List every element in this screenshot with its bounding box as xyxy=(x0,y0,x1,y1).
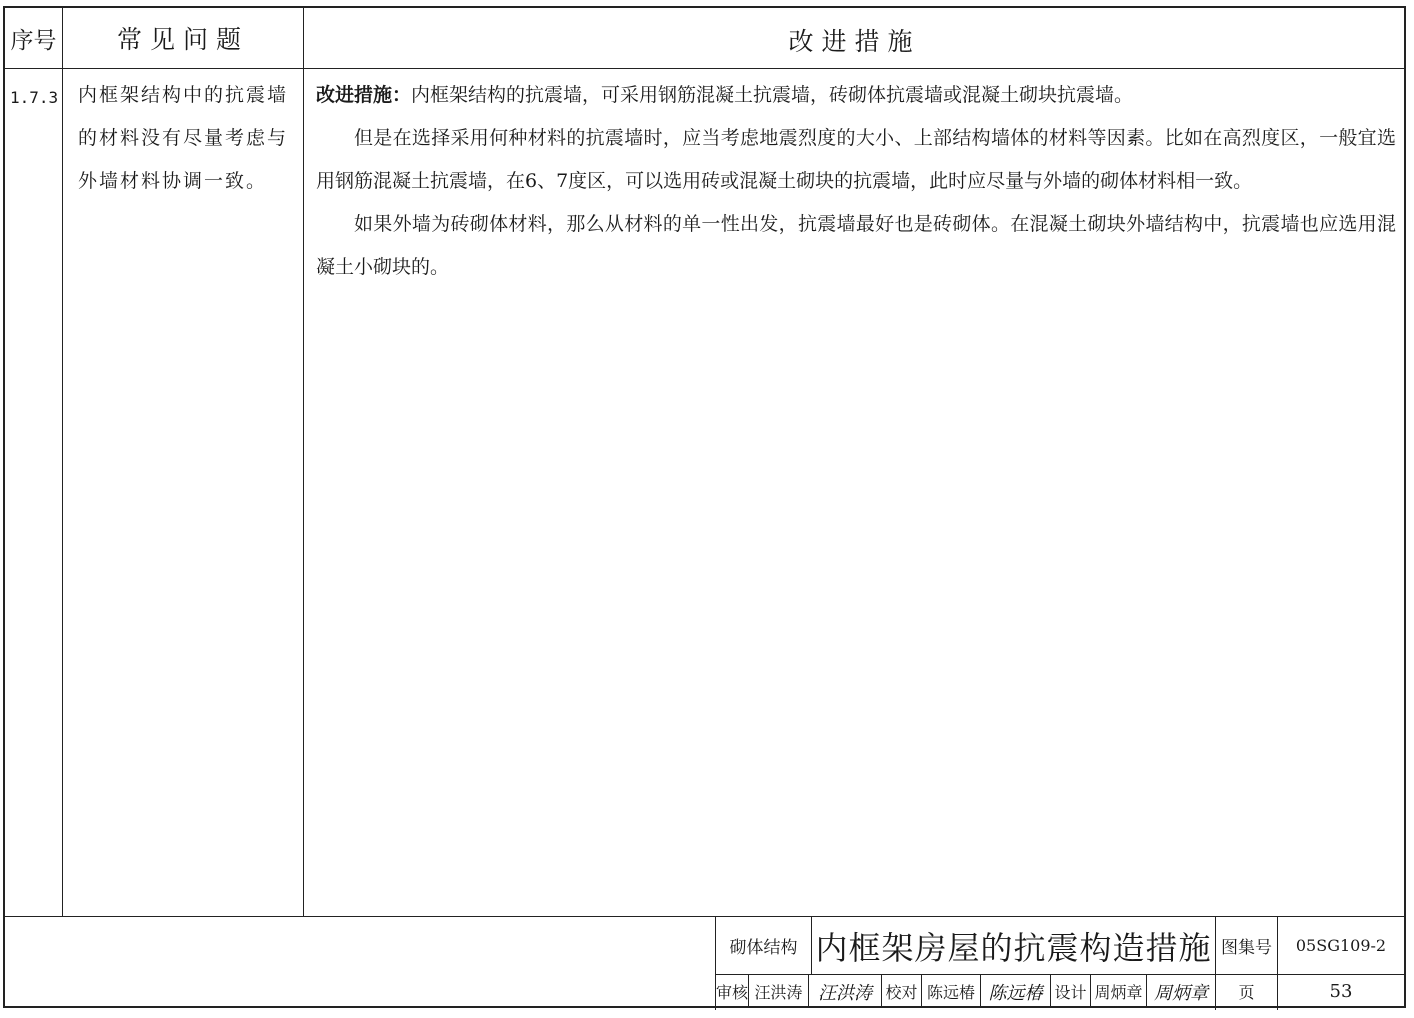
col-divider-no xyxy=(62,8,63,916)
header-measures: 改进措施 xyxy=(788,27,921,56)
measures-paragraph-1 xyxy=(316,74,1396,117)
tb-page-label: 页 xyxy=(1238,983,1255,1002)
tb-checker: 陈远椿 xyxy=(926,983,975,1002)
tb-reviewer: 汪洪涛 xyxy=(754,983,803,1002)
tb-review-label: 审核 xyxy=(716,983,749,1002)
tb-atlas-label: 图集号 xyxy=(1221,938,1272,958)
tb-page-no: 53 xyxy=(1329,981,1353,1002)
col-divider-problem xyxy=(303,8,304,916)
tb-checker-signature: 陈远椿 xyxy=(988,982,1043,1004)
tb-category: 砌体结构 xyxy=(729,938,798,958)
measures-paragraph-3: 如果外墙为砖砌体材料，那么从材料的单一性出发，抗震墙最好也是砖砌体。在混凝土砌块外墙结构中，抗震墙也应选用混凝土小砌块的。 xyxy=(316,213,1396,278)
row-problem: 内框架结构中的抗震墙的材料没有尽量考虑与外墙材料协调一致。 xyxy=(78,84,289,192)
measures-paragraph-2: 但是在选择采用何种材料的抗震墙时，应当考虑地震烈度的大小、上部结构墙体的材料等因素。比如在高烈度区，一般宜选用钢筋混凝土抗震墙，在6、7度区，可以选用砖或混凝土砌块的抗震墙，此时应尽量与外墙的砌体材料相一致。 xyxy=(316,127,1396,192)
tb-atlas-no: 05SG109-2 xyxy=(1295,936,1387,955)
header-no: 序号 xyxy=(10,27,57,54)
row-item-no: 1.7.3 xyxy=(10,88,59,107)
tb-designer: 周炳章 xyxy=(1094,983,1143,1002)
tb-check-label: 校对 xyxy=(885,983,918,1002)
measures-p1-text: 内框架结构的抗震墙，可采用钢筋混凝土抗震墙，砖砌体抗震墙或混凝土砌块抗震墙。 xyxy=(411,84,1134,106)
tb-design-label: 设计 xyxy=(1054,983,1087,1002)
header-problem: 常见问题 xyxy=(116,25,249,54)
tb-designer-signature: 周炳章 xyxy=(1154,982,1208,1004)
tb-reviewer-signature: 汪洪涛 xyxy=(818,982,872,1004)
row-measures xyxy=(316,74,1396,289)
tb-drawing-title: 内框架房屋的抗震构造措施 xyxy=(815,928,1212,967)
measures-lead: 改进措施： xyxy=(316,84,412,106)
